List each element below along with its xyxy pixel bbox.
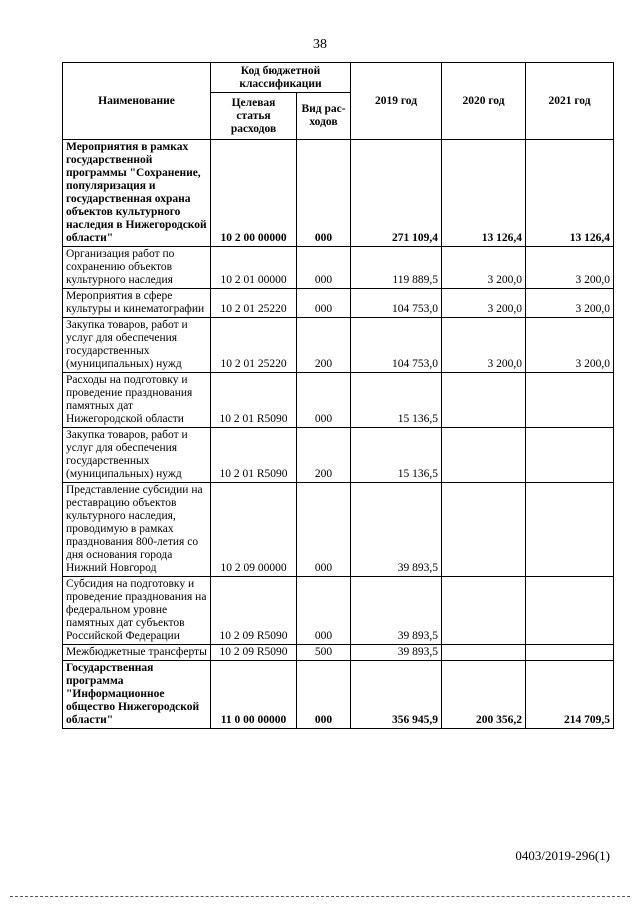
row-type-code: 000: [297, 661, 351, 729]
row-value-2020: [442, 645, 526, 661]
row-value-2020: [442, 483, 526, 577]
table-row: [63, 289, 614, 318]
row-target-code: 10 2 01 00000: [211, 247, 297, 289]
table-row: [63, 373, 614, 428]
row-value-2021: [526, 483, 614, 577]
row-value-2021: [526, 645, 614, 661]
row-value-2020: 3 200,0: [442, 318, 526, 373]
row-target-code: 11 0 00 00000: [211, 661, 297, 729]
row-target-code: 10 2 09 00000: [211, 483, 297, 577]
row-value-2019: 39 893,5: [351, 483, 442, 577]
row-target-code: 10 2 01 25220: [211, 289, 297, 318]
row-name: Мероприятия в сфере культуры и кинематографии: [63, 289, 211, 318]
row-value-2019: 39 893,5: [351, 577, 442, 645]
row-type-code: 000: [297, 483, 351, 577]
header-name: Наименование: [63, 63, 211, 140]
row-type-code: 000: [297, 247, 351, 289]
row-type-code: 000: [297, 577, 351, 645]
row-value-2021: 3 200,0: [526, 318, 614, 373]
header-target: Целевая статья расходов: [211, 93, 297, 140]
row-name: Межбюджетные трансферты: [63, 645, 211, 661]
row-value-2021: [526, 373, 614, 428]
row-target-code: 10 2 01 25220: [211, 318, 297, 373]
row-value-2019: 15 136,5: [351, 428, 442, 483]
table-row: [63, 247, 614, 289]
row-value-2021: 13 126,4: [526, 140, 614, 247]
row-value-2020: [442, 373, 526, 428]
row-target-code: 10 2 09 R5090: [211, 577, 297, 645]
row-name: Государственная программа "Информационное общество Нижегородской области": [63, 661, 211, 729]
row-value-2021: 3 200,0: [526, 247, 614, 289]
header-type: Вид рас-ходов: [297, 93, 351, 140]
row-value-2019: 356 945,9: [351, 661, 442, 729]
row-value-2019: 271 109,4: [351, 140, 442, 247]
row-type-code: 000: [297, 289, 351, 318]
row-name: Закупка товаров, работ и услуг для обеспечения государственных (муниципальных) нужд: [63, 428, 211, 483]
row-value-2021: 214 709,5: [526, 661, 614, 729]
table-row: [63, 428, 614, 483]
table-row: [63, 577, 614, 645]
row-value-2020: 13 126,4: [442, 140, 526, 247]
row-type-code: 200: [297, 428, 351, 483]
row-name: Мероприятия в рамках государственной программы "Сохранение, популяризация и государственная охрана объектов культурного наследия в Нижегородской области": [63, 140, 211, 247]
header-2019: 2019 год: [351, 63, 442, 140]
row-value-2020: [442, 577, 526, 645]
row-type-code: 000: [297, 140, 351, 247]
scan-artifact-line: [10, 896, 630, 897]
row-target-code: 10 2 01 R5090: [211, 428, 297, 483]
row-value-2020: 3 200,0: [442, 289, 526, 318]
header-code-group: Код бюджетной классификации: [211, 63, 351, 93]
row-name: Представление субсидии на реставрацию объектов культурного наследия, проводимую в рамках празднования 800-летия со дня основания города Нижний Новгород: [63, 483, 211, 577]
row-target-code: 10 2 01 R5090: [211, 373, 297, 428]
row-name: Субсидия на подготовку и проведение празднования на федеральном уровне памятных дат субъектов Российской Федерации: [63, 577, 211, 645]
row-value-2019: 39 893,5: [351, 645, 442, 661]
table-row: [63, 483, 614, 577]
row-value-2021: [526, 428, 614, 483]
budget-table: [62, 62, 614, 729]
row-name: Организация работ по сохранению объектов культурного наследия: [63, 247, 211, 289]
row-value-2019: 104 753,0: [351, 318, 442, 373]
row-value-2020: 200 356,2: [442, 661, 526, 729]
table-row: [63, 645, 614, 661]
row-value-2020: [442, 428, 526, 483]
row-name: Закупка товаров, работ и услуг для обеспечения государственных (муниципальных) нужд: [63, 318, 211, 373]
table-row: [63, 318, 614, 373]
header-2021: 2021 год: [526, 63, 614, 140]
page-number: 38: [313, 37, 327, 52]
row-value-2019: 104 753,0: [351, 289, 442, 318]
row-value-2019: 119 889,5: [351, 247, 442, 289]
row-type-code: 500: [297, 645, 351, 661]
row-value-2021: 3 200,0: [526, 289, 614, 318]
row-type-code: 200: [297, 318, 351, 373]
table-row: [63, 140, 614, 247]
row-type-code: 000: [297, 373, 351, 428]
header-2020: 2020 год: [442, 63, 526, 140]
row-value-2019: 15 136,5: [351, 373, 442, 428]
row-target-code: 10 2 09 R5090: [211, 645, 297, 661]
table-row: [63, 661, 614, 729]
row-target-code: 10 2 00 00000: [211, 140, 297, 247]
row-name: Расходы на подготовку и проведение празднования памятных дат Нижегородской области: [63, 373, 211, 428]
document-code: 0403/2019-296(1): [515, 848, 610, 863]
row-value-2020: 3 200,0: [442, 247, 526, 289]
row-value-2021: [526, 577, 614, 645]
